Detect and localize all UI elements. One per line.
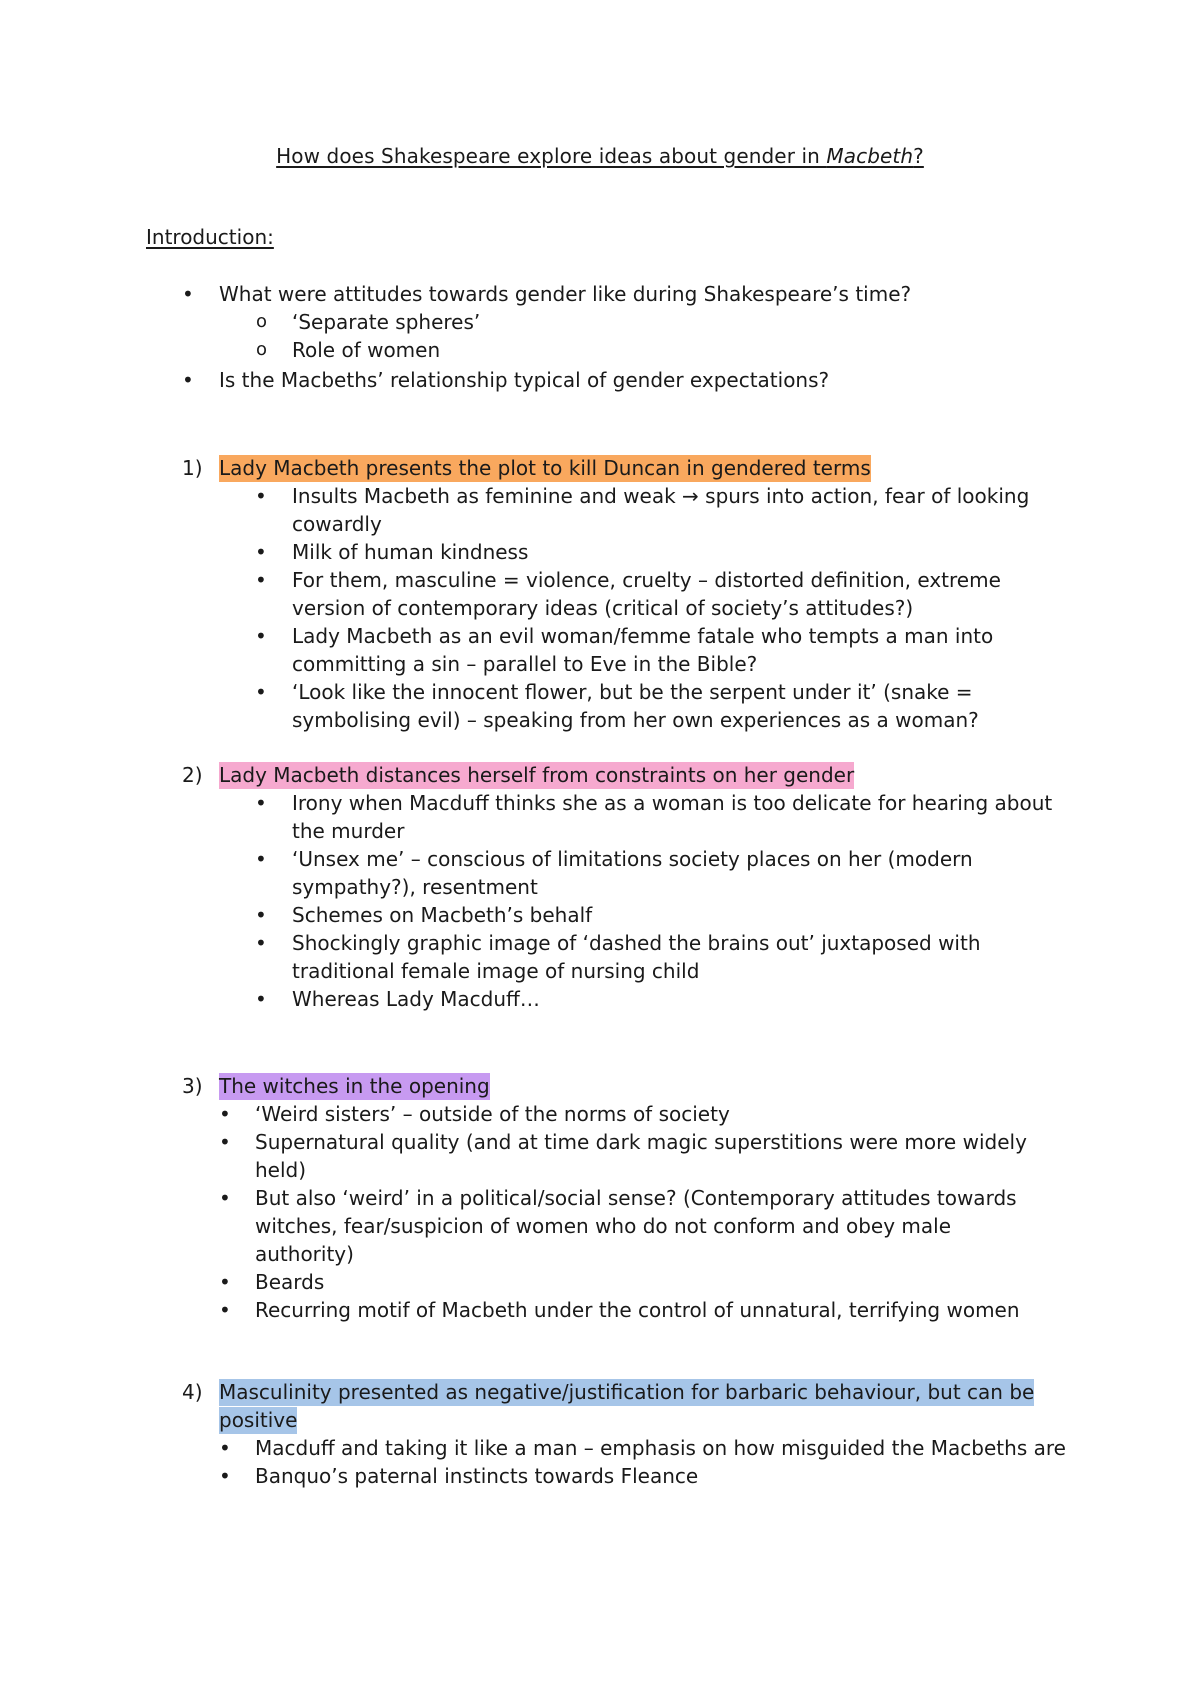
- section-3-line: witches, fear/suspicion of women who do not conform and obey male: [255, 1214, 952, 1238]
- bullet-glyph: •: [219, 1298, 231, 1322]
- section-3-line: ‘Weird sisters’ – outside of the norms of society: [255, 1102, 730, 1126]
- section-4-line: Banquo’s paternal instincts towards Fleance: [255, 1464, 699, 1488]
- section-1-line: version of contemporary ideas (critical of society’s attitudes?): [292, 596, 914, 620]
- bullet-glyph: •: [255, 903, 267, 927]
- bullet-glyph: •: [255, 931, 267, 955]
- bullet-glyph: •: [219, 1270, 231, 1294]
- section-1-line: ‘Look like the innocent flower, but be the serpent under it’ (snake =: [292, 680, 973, 704]
- section-heading-3: [219, 1072, 490, 1100]
- section-4-line: Macduff and taking it like a man – emphasis on how misguided the Macbeths are: [255, 1436, 1066, 1460]
- intro-item: Is the Macbeths’ relationship typical of gender expectations?: [219, 368, 830, 392]
- section-1-line: symbolising evil) – speaking from her own experiences as a woman?: [292, 708, 979, 732]
- section-heading-2: [219, 761, 854, 789]
- section-number: 1): [182, 456, 203, 480]
- bullet-glyph: •: [255, 540, 267, 564]
- bullet-glyph: •: [255, 624, 267, 648]
- title-italic-play: Macbeth: [826, 144, 914, 168]
- section-2-line: ‘Unsex me’ – conscious of limitations society places on her (modern: [292, 847, 973, 871]
- heading-highlight: Lady Macbeth distances herself from constraints on her gender: [219, 763, 855, 787]
- section-3-line: authority): [255, 1242, 354, 1266]
- bullet-glyph: •: [219, 1186, 231, 1210]
- section-3-line: Recurring motif of Macbeth under the control of unnatural, terrifying women: [255, 1298, 1020, 1322]
- intro-sub-item: Role of women: [292, 338, 441, 362]
- document-title: [0, 144, 1200, 168]
- section-1-line: Lady Macbeth as an evil woman/femme fatale who tempts a man into: [292, 624, 994, 648]
- section-number: 2): [182, 763, 203, 787]
- bullet-glyph: •: [182, 368, 194, 392]
- sub-bullet-glyph: o: [256, 339, 268, 360]
- heading-highlight: The witches in the opening: [219, 1074, 490, 1098]
- section-3-line: held): [255, 1158, 307, 1182]
- section-3-line: Beards: [255, 1270, 325, 1294]
- title-prefix: How does Shakespeare explore ideas about gender in: [276, 144, 827, 168]
- section-2-line: Schemes on Macbeth’s behalf: [292, 903, 593, 927]
- heading-highlight: Lady Macbeth presents the plot to kill Duncan in gendered terms: [219, 456, 871, 480]
- bullet-glyph: •: [255, 568, 267, 592]
- title-suffix: ?: [913, 144, 924, 168]
- section-2-line: sympathy?), resentment: [292, 875, 538, 899]
- section-2-line: Irony when Macduff thinks she as a woman is too delicate for hearing about: [292, 791, 1053, 815]
- bullet-glyph: •: [219, 1436, 231, 1460]
- section-1-line: cowardly: [292, 512, 382, 536]
- section-2-line: Shockingly graphic image of ‘dashed the brains out’ juxtaposed with: [292, 931, 981, 955]
- sub-bullet-glyph: o: [256, 311, 268, 332]
- intro-item: What were attitudes towards gender like during Shakespeare’s time?: [219, 282, 912, 306]
- bullet-glyph: •: [255, 484, 267, 508]
- heading-highlight: Masculinity presented as negative/justification for barbaric behaviour, but can be: [219, 1380, 1035, 1404]
- section-2-line: the murder: [292, 819, 405, 843]
- section-number: 4): [182, 1380, 203, 1404]
- bullet-glyph: •: [255, 847, 267, 871]
- bullet-glyph: •: [219, 1130, 231, 1154]
- section-3-line: But also ‘weird’ in a political/social sense? (Contemporary attitudes towards: [255, 1186, 1017, 1210]
- section-1-line: For them, masculine = violence, cruelty – distorted definition, extreme: [292, 568, 1001, 592]
- section-1-line: committing a sin – parallel to Eve in the Bible?: [292, 652, 758, 676]
- section-heading-4: [219, 1378, 1034, 1406]
- section-3-line: Supernatural quality (and at time dark magic superstitions were more widely: [255, 1130, 1027, 1154]
- bullet-glyph: •: [255, 680, 267, 704]
- section-heading-4-cont: [219, 1406, 297, 1434]
- section-heading-1: [219, 454, 871, 482]
- section-2-line: Whereas Lady Macduff…: [292, 987, 540, 1011]
- bullet-glyph: •: [255, 987, 267, 1011]
- section-number: 3): [182, 1074, 203, 1098]
- section-1-line: Milk of human kindness: [292, 540, 529, 564]
- section-2-line: traditional female image of nursing child: [292, 959, 700, 983]
- bullet-glyph: •: [219, 1464, 231, 1488]
- heading-highlight: positive: [219, 1408, 298, 1432]
- section-1-line: Insults Macbeth as feminine and weak → spurs into action, fear of looking: [292, 484, 1030, 508]
- intro-sub-item: ‘Separate spheres’: [292, 310, 481, 334]
- intro-heading: Introduction:: [146, 225, 274, 249]
- bullet-glyph: •: [255, 791, 267, 815]
- bullet-glyph: •: [182, 282, 194, 306]
- bullet-glyph: •: [219, 1102, 231, 1126]
